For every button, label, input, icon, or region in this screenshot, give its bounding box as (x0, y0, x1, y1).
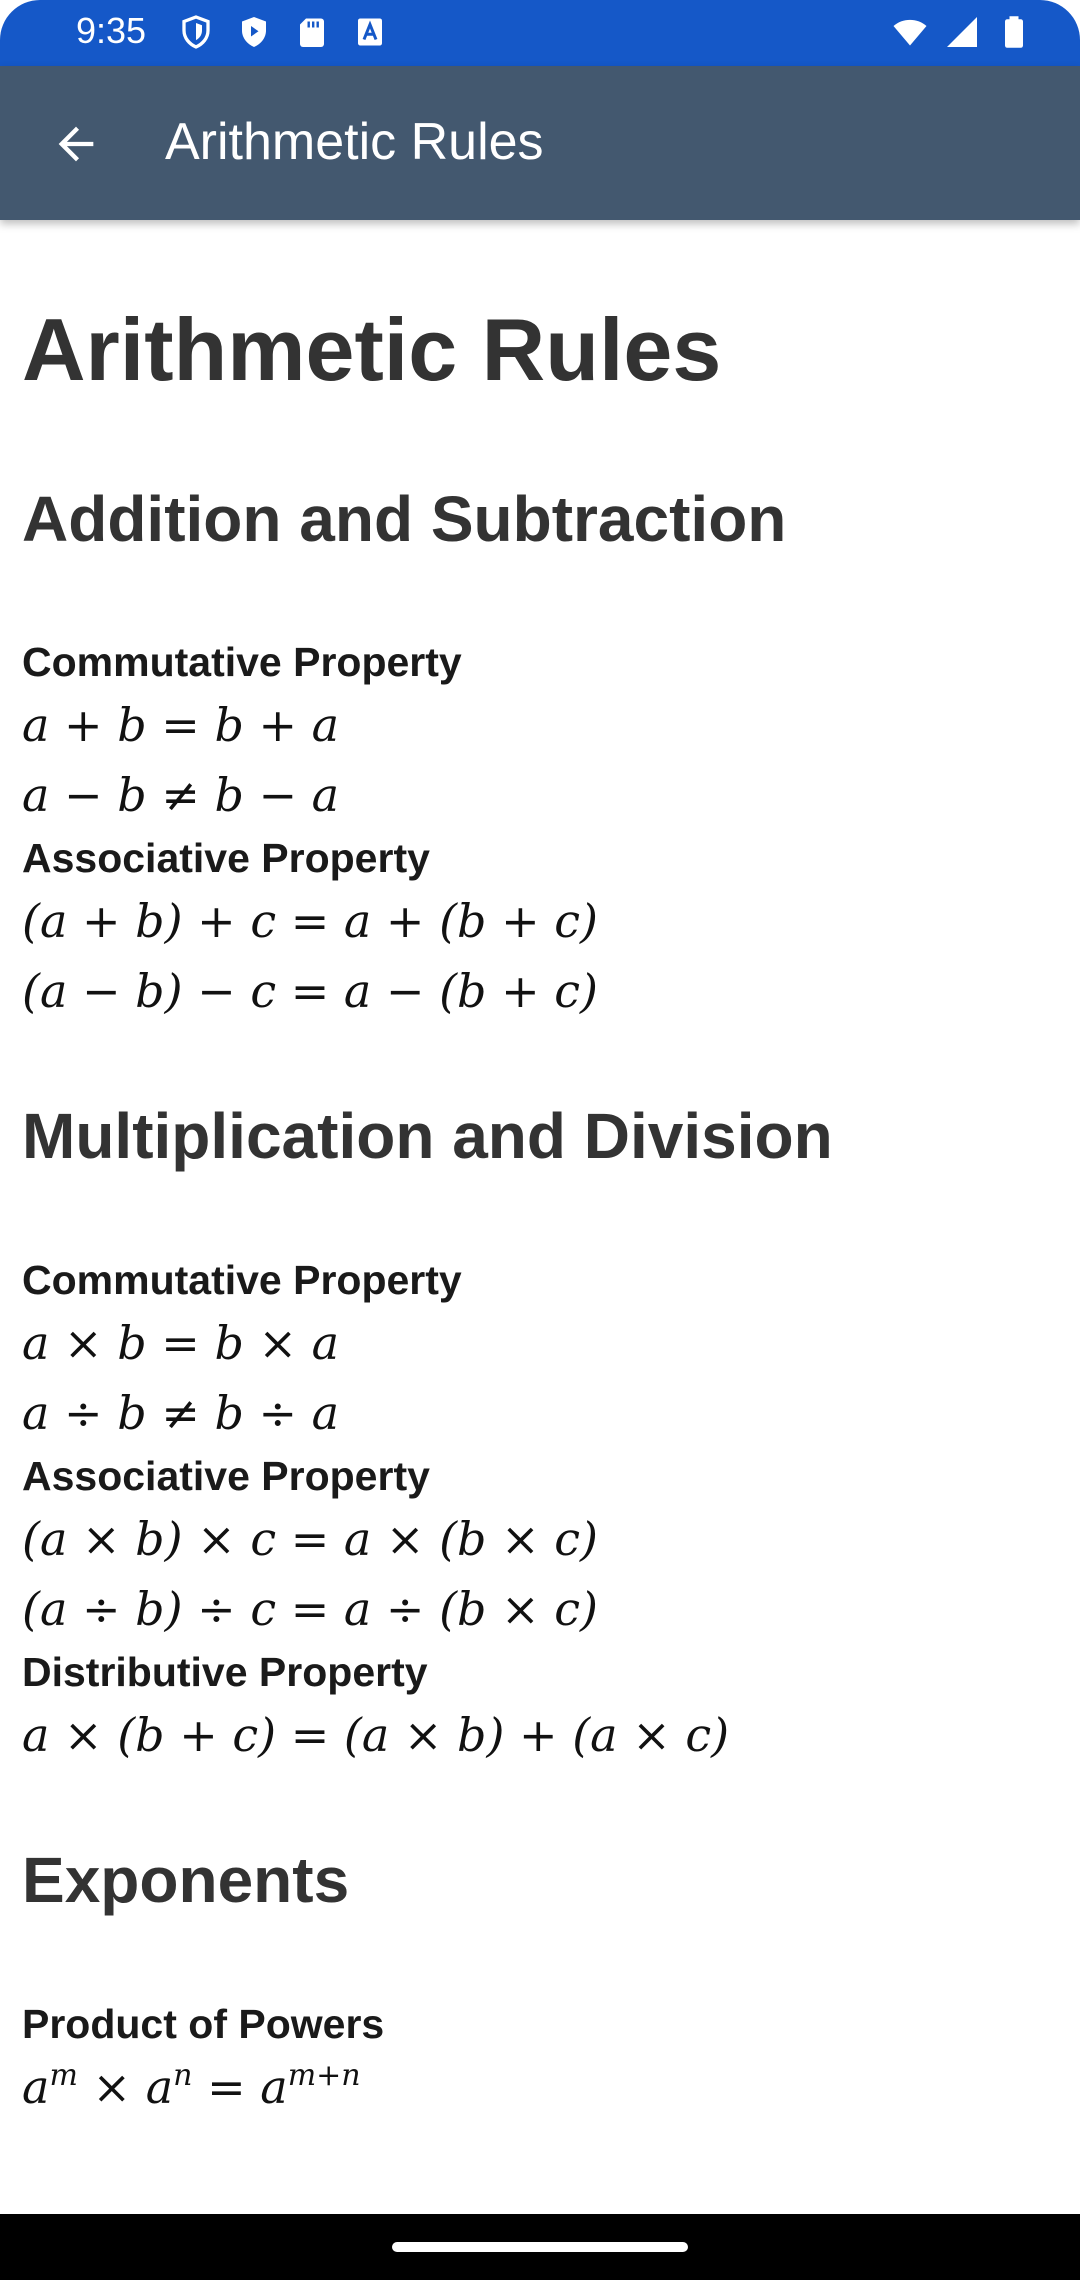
status-time: 9:35 (76, 10, 147, 51)
formula-base: a (22, 2059, 50, 2114)
wifi-icon (892, 14, 928, 50)
section-heading-exponents: Exponents (22, 1843, 350, 1916)
formula: a × b = b × a (22, 1315, 340, 1370)
formula-operator: × (77, 2059, 146, 2114)
app-bar (0, 66, 1080, 220)
formula: a ÷ b ≠ b ÷ a (22, 1385, 340, 1440)
play-protect-icon (236, 14, 272, 50)
property-title: Product of Powers (22, 2000, 385, 2047)
battery-icon (996, 14, 1032, 50)
formula-exponent: m (49, 2057, 78, 2093)
property-title: Associative Property (22, 835, 430, 882)
status-bar (0, 0, 1080, 66)
back-button[interactable] (40, 108, 112, 180)
formula: a × (b + c) = (a × b) + (a × c) (22, 1707, 730, 1762)
sd-card-icon (294, 14, 330, 50)
page-title: Arithmetic Rules (22, 300, 722, 399)
property-title: Commutative Property (22, 1256, 462, 1303)
formula-equals: = (192, 2059, 261, 2114)
accessibility-a-icon (352, 14, 388, 50)
formula: (a × b) × c = a × (b × c) (22, 1511, 598, 1566)
status-icons-left (178, 14, 388, 50)
signal-icon (944, 14, 980, 50)
formula: (a − b) − c = a − (b + c) (22, 964, 598, 1019)
home-indicator[interactable] (392, 2242, 688, 2252)
content-scroll-area[interactable] (22, 220, 1058, 2214)
shield-icon (178, 14, 214, 50)
property-group (22, 1252, 1058, 1770)
property-group (22, 1996, 1058, 2122)
formula-product-of-powers (22, 2052, 1058, 2122)
navigation-bar (0, 2214, 1080, 2280)
section-heading-multiplication-division: Multiplication and Division (22, 1100, 833, 1173)
property-title: Associative Property (22, 1452, 430, 1499)
formula-exponent: m+n (287, 2057, 361, 2093)
property-group (22, 634, 1058, 1026)
formula: a − b ≠ b − a (22, 768, 340, 823)
formula: (a + b) + c = a + (b + c) (22, 894, 598, 949)
section-heading-addition-subtraction: Addition and Subtraction (22, 482, 787, 555)
app-bar-title: Arithmetic Rules (165, 113, 544, 171)
property-title: Commutative Property (22, 639, 462, 686)
arrow-back-icon (50, 118, 102, 170)
formula-base: a (145, 2059, 174, 2114)
status-icons-right (892, 14, 1032, 50)
formula: (a ÷ b) ÷ c = a ÷ (b × c) (22, 1581, 598, 1636)
formula: a + b = b + a (22, 698, 340, 753)
formula-exponent: n (173, 2057, 193, 2093)
formula-base: a (260, 2059, 288, 2114)
property-title: Distributive Property (22, 1648, 428, 1695)
